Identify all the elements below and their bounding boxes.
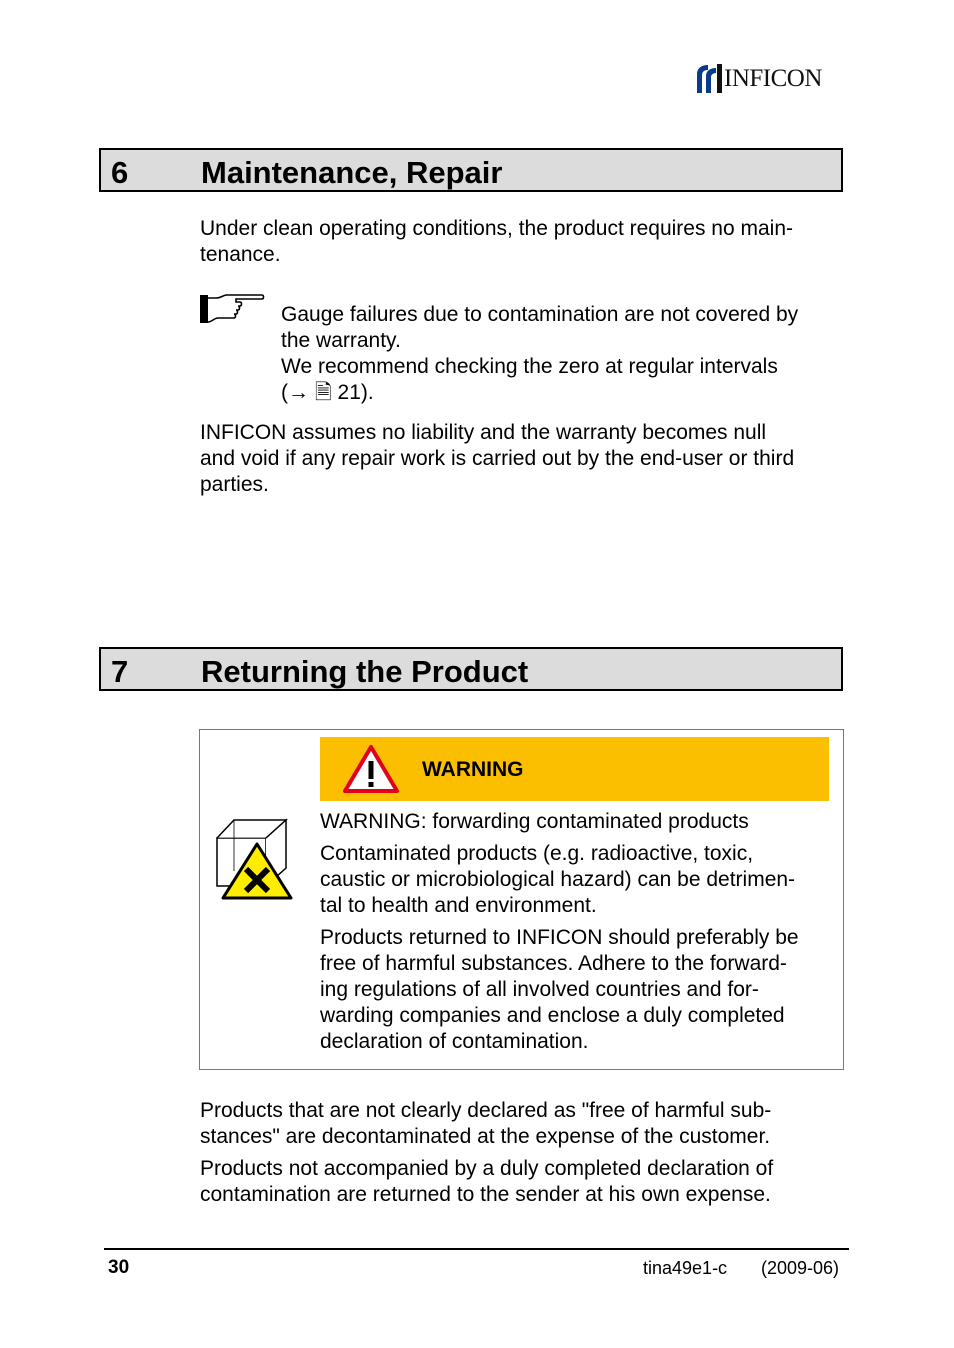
footer-divider xyxy=(104,1248,849,1250)
section-6-heading xyxy=(99,148,843,192)
document-reference: tina49e1-c xyxy=(643,1258,728,1278)
note-page-reference[interactable]: (→ 🗎 21). xyxy=(281,381,374,404)
liability-paragraph: INFICON assumes no liability and the warranty becomes null and void if any repair work is carried out by the end-user or third parties. xyxy=(200,421,795,496)
warning-paragraph-1: Contaminated products (e.g. radioactive, toxic, caustic or microbiological hazard) can be detrimen- tal to health and environment. xyxy=(320,842,796,917)
warning-headline: WARNING: forwarding contaminated products xyxy=(320,810,749,833)
document-date: (2009-06) xyxy=(761,1258,840,1278)
declared-products-paragraph: Products that are not clearly declared as "free of harmful sub- stances" are decontaminated at the expense of the customer. xyxy=(200,1099,772,1148)
note-line-3: We recommend checking the zero at regular intervals xyxy=(281,355,778,378)
harmful-substance-icon xyxy=(214,816,294,902)
warning-paragraph-2: Products returned to INFICON should preferably be free of harmful substances. Adhere to the forward- ing regulations of all involved countries and for- warding companies and enclose a duly completed declaration of contamination. xyxy=(320,926,799,1053)
note-line-1: Gauge failures due to contamination are not covered by xyxy=(281,303,799,326)
section-number: 7 xyxy=(111,654,129,689)
warning-triangle-icon xyxy=(342,744,400,794)
maintenance-intro: Under clean operating conditions, the product requires no main- tenance. xyxy=(200,217,794,266)
section-7-heading xyxy=(99,647,843,691)
warning-bar xyxy=(320,737,829,801)
pointing-hand-icon xyxy=(198,292,266,326)
undeclared-products-paragraph: Products not accompanied by a duly completed declaration of contamination are returned to the sender at his own expense. xyxy=(200,1157,774,1206)
section-title: Returning the Product xyxy=(201,654,529,689)
section-number: 6 xyxy=(111,155,129,190)
note-line-2: the warranty. xyxy=(281,329,401,352)
section-title: Maintenance, Repair xyxy=(201,155,503,190)
warning-label: WARNING xyxy=(422,758,524,781)
inficon-logo-mark-icon xyxy=(694,62,724,96)
logo-text: INFICON xyxy=(724,65,822,92)
page-number: 30 xyxy=(108,1257,130,1278)
inficon-logo xyxy=(694,62,846,96)
